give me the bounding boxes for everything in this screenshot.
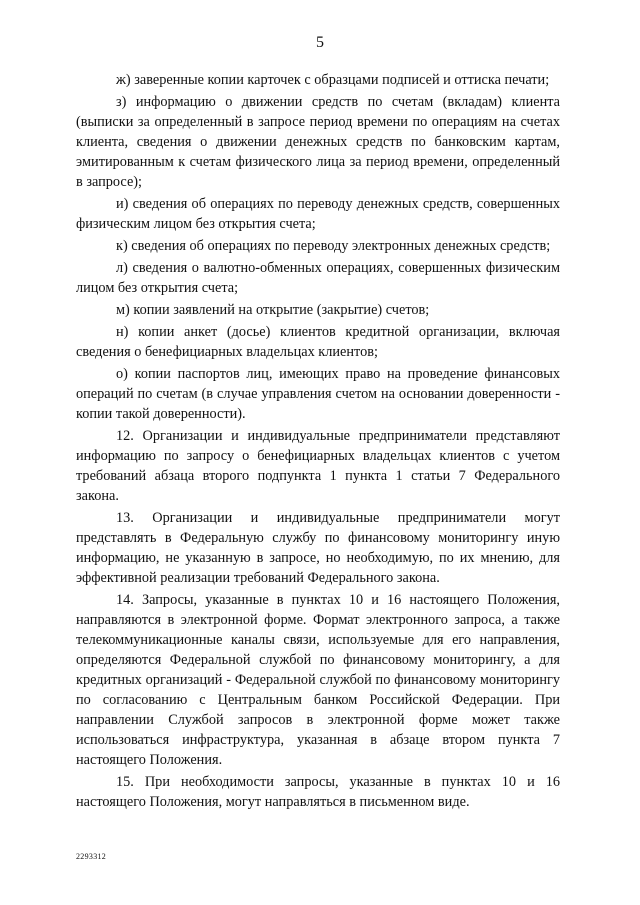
- paragraph-item-k: к) сведения об операциях по переводу электронных денежных средств;: [116, 238, 551, 254]
- paragraph-item-m: м) копии заявлений на открытие (закрытие) счетов;: [116, 302, 430, 318]
- paragraph-item-zh: ж) заверенные копии карточек с образцами подписей и оттиска печати;: [116, 72, 550, 88]
- page-number: 5: [316, 34, 324, 51]
- paragraph-15: 15. При необходимости запросы, указанные в пунктах 10 и 16 настоящего Положения, могут направляться в письменном виде.: [76, 774, 560, 810]
- paragraph-12: 12. Организации и индивидуальные предприниматели представляют информацию по запросу о бенефициарных владельцах клиентов с учетом требований абзаца второго подпункта 1 пункта 1 статьи 7 Федерального закона.: [76, 428, 560, 504]
- paragraph-item-n: н) копии анкет (досье) клиентов кредитной организации, включая сведения о бенефициарных владельцах клиентов;: [76, 324, 560, 360]
- paragraph-item-o: о) копии паспортов лиц, имеющих право на проведение финансовых операций по счетам (в случае управления счетом на основании доверенности - копии такой доверенности).: [76, 366, 560, 422]
- paragraph-item-i: и) сведения об операциях по переводу денежных средств, совершенных физическим лицом без открытия счета;: [76, 196, 560, 232]
- paragraph-13: 13. Организации и индивидуальные предприниматели могут представлять в Федеральную службу по финансовому мониторингу иную информацию, не указанную в запросе, но необходимую, по их мнению, для эффективной реализации требований Федерального закона.: [76, 510, 560, 586]
- paragraph-14: 14. Запросы, указанные в пунктах 10 и 16 настоящего Положения, направляются в электронной форме. Формат электронного запроса, а также телекоммуникационные каналы связи, используемые для его направления, определяются Федеральной службой по финансовому мониторингу, а для кредитных организаций - Федеральной службой по финансовому мониторингу по согласованию с Центральным банком Российской Федерации. При направлении Службой запросов в электронной форме может также использоваться инфраструктура, указанная в абзаце втором пункта 7 настоящего Положения.: [76, 592, 560, 768]
- paragraph-item-z: з) информацию о движении средств по счетам (вкладам) клиента (выписки за определенный в запросе период времени по операциям на счетах клиента, сведения о движении денежных средств по банковским картам, эмитированным к счетам физического лица за период времени, определенный в запросе);: [76, 94, 560, 190]
- document-body: [76, 70, 560, 814]
- paragraph-item-l: л) сведения о валютно-обменных операциях, совершенных физическим лицом без открытия счета;: [76, 260, 560, 296]
- document-code: 2293312: [76, 852, 107, 861]
